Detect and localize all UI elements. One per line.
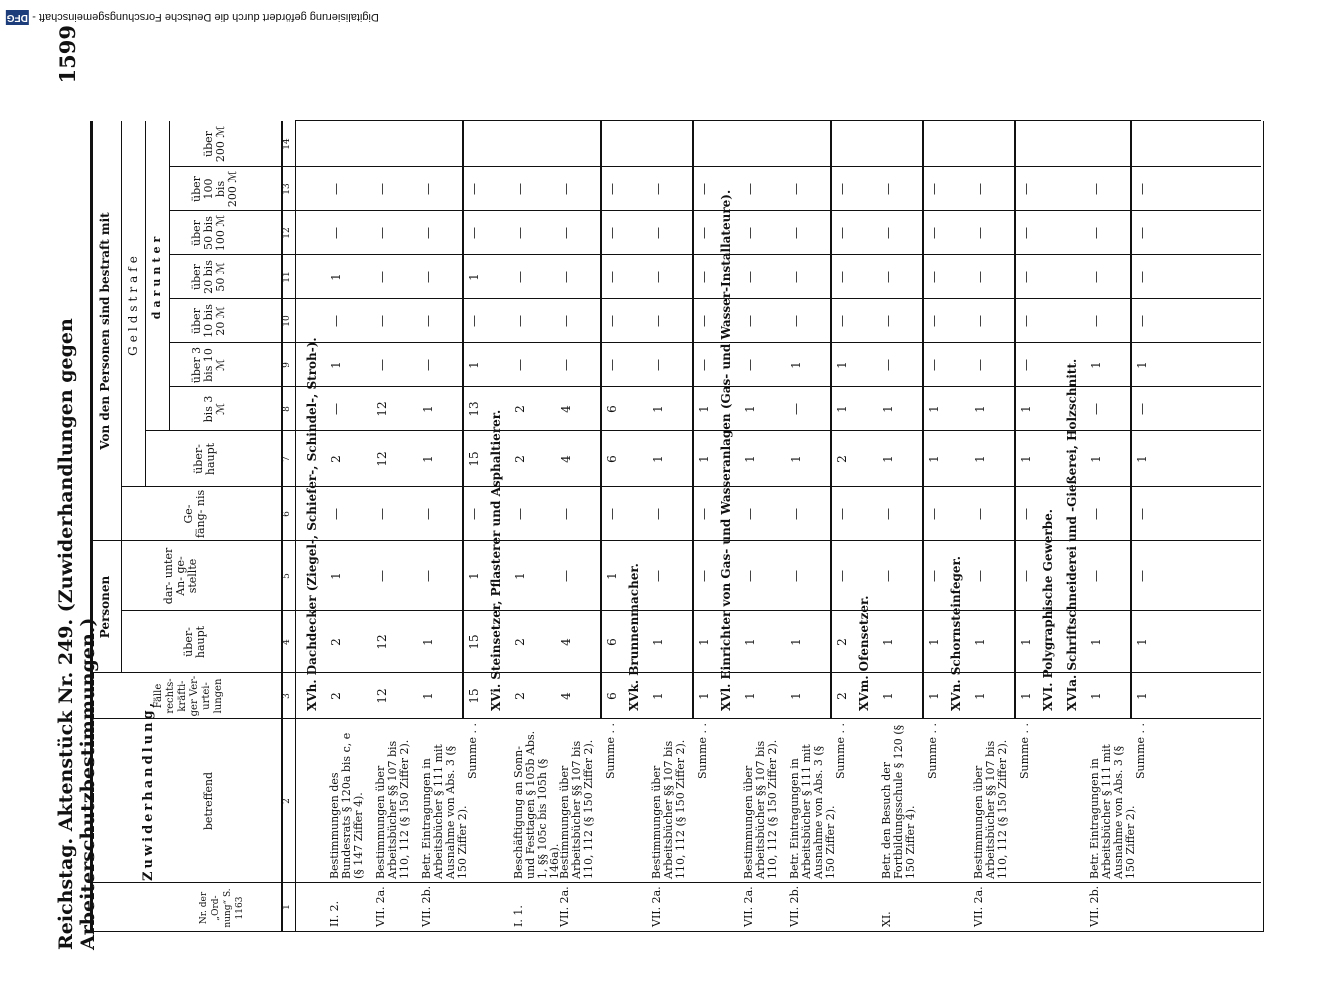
row-description: Betr. Eintragungen in Arbeitsbücher § 111 mit Ausnahme von Abs. 3 (§ 150 Ziffer 2). <box>1088 744 1137 879</box>
table-cell: 1 <box>697 405 711 413</box>
table-cell: — <box>651 183 665 195</box>
section-heading: XVi. Steinsetzer, Pflasterer und Asphaltierer. <box>489 409 503 711</box>
table-cell: — <box>973 183 987 195</box>
section-heading: XVm. Ofensetzer. <box>857 595 871 711</box>
table-cell: — <box>927 315 941 327</box>
table-cell: — <box>835 183 849 195</box>
table-cell: 1 <box>927 455 941 463</box>
colnum: 4 <box>282 639 292 645</box>
column-rule <box>295 386 1261 387</box>
col-b4: über 20 bis 50 ℳ <box>190 260 227 294</box>
table-cell: 6 <box>605 638 619 646</box>
table-cell: — <box>973 508 987 520</box>
colnum: 14 <box>282 138 292 150</box>
section-heading: XVI. Polygraphische Gewerbe. <box>1041 509 1055 711</box>
table-cell: 1 <box>927 692 941 700</box>
table-cell: 1 <box>1089 692 1103 700</box>
table-cell: — <box>1089 570 1103 582</box>
table-cell: 1 <box>743 638 757 646</box>
table-cell: 2 <box>329 692 343 700</box>
column-rule <box>295 430 1261 431</box>
table-cell: 1 <box>1135 692 1149 700</box>
table-cell: — <box>559 271 573 283</box>
table-cell: 1 <box>973 455 987 463</box>
col-b5: über 50 bis 100 ℳ <box>190 214 227 252</box>
colnum: 13 <box>282 183 292 195</box>
table-cell: 1 <box>1135 638 1149 646</box>
table-cell: — <box>1089 508 1103 520</box>
table-cell: 1 <box>697 638 711 646</box>
table-cell: — <box>1089 315 1103 327</box>
table-cell: — <box>651 508 665 520</box>
table-cell: — <box>835 508 849 520</box>
table-cell: 1 <box>1019 692 1033 700</box>
col-geld-ueberhaupt: über- haupt <box>192 442 217 476</box>
table-cell: — <box>651 271 665 283</box>
table-cell: — <box>559 570 573 582</box>
colnum: 1 <box>282 904 292 910</box>
table-cell: 1 <box>421 455 435 463</box>
table-cell: — <box>835 570 849 582</box>
column-rule <box>295 254 1261 255</box>
section-heading: XVh. Dachdecker (Ziegel-, Schiefer-, Schindel-, Stroh-). <box>305 337 319 711</box>
table-cell: 1 <box>973 405 987 413</box>
table-cell: 1 <box>1135 455 1149 463</box>
colnum: 6 <box>282 511 292 517</box>
row-description: Betr. Eintragungen in Arbeitsbücher § 111 mit Ausnahme von Abs. 3 (§ 150 Ziffer 2). <box>788 744 837 879</box>
col-b7: über 200 ℳ <box>202 125 227 163</box>
table-cell: 1 <box>743 405 757 413</box>
table-cell: — <box>559 227 573 239</box>
running-head <box>55 25 99 950</box>
table-cell: — <box>1089 271 1103 283</box>
table-cell: — <box>1019 183 1033 195</box>
table-cell: 1 <box>1089 638 1103 646</box>
table-cell: — <box>973 359 987 371</box>
page-number: 1599 <box>55 25 80 84</box>
col-personen-header: Personen <box>98 575 112 639</box>
colnum: 11 <box>282 271 292 283</box>
table-cell: 1 <box>973 638 987 646</box>
table-cell: — <box>375 570 389 582</box>
table-cell: — <box>743 183 757 195</box>
section-heading: XVIa. Schriftschneiderei und -Gießerei, Holzschnitt. <box>1065 358 1079 711</box>
table-cell: — <box>467 508 481 520</box>
row-number: II. 2. <box>328 900 341 927</box>
table-cell: — <box>513 227 527 239</box>
table-cell: — <box>927 227 941 239</box>
table-cell: — <box>789 508 803 520</box>
table-cell: 1 <box>329 572 343 580</box>
table-cell: 4 <box>559 692 573 700</box>
table-cell: — <box>697 183 711 195</box>
digitization-text: Digitalisierung gefördert durch die Deutsche Forschungsgemeinschaft - <box>32 11 379 23</box>
table-cell: — <box>421 359 435 371</box>
table-cell: 1 <box>697 692 711 700</box>
row-number: I. 1. <box>512 905 525 927</box>
column-rule <box>295 298 1261 299</box>
row-number: VII. 2b. <box>420 885 433 927</box>
table-cell: — <box>651 570 665 582</box>
table-cell: — <box>881 570 895 582</box>
table-cell: 1 <box>329 273 343 281</box>
table-cell: — <box>697 271 711 283</box>
row-description: Beschäftigung an Sonn- und Festtagen § 105b Abs. 1, §§ 105c bis 105h (§ 146a). <box>512 730 561 879</box>
table-cell: — <box>651 315 665 327</box>
table-cell: 12 <box>375 634 389 650</box>
table-cell: — <box>513 183 527 195</box>
digitization-note <box>6 10 379 25</box>
table-cell: 1 <box>881 405 895 413</box>
table-cell: — <box>1135 315 1149 327</box>
col-gefaengnis: Ge- fäng- nis <box>182 489 207 539</box>
table-cell: — <box>605 315 619 327</box>
table-cell: — <box>375 183 389 195</box>
col-b1: bis 3 ℳ <box>202 395 227 423</box>
table-cell: 1 <box>1019 455 1033 463</box>
table-cell: — <box>467 315 481 327</box>
table-cell: — <box>1089 403 1103 415</box>
table-cell: 2 <box>835 692 849 700</box>
column-rule <box>295 120 1261 121</box>
table-cell: — <box>329 403 343 415</box>
table-cell: — <box>973 227 987 239</box>
table-cell: — <box>1019 359 1033 371</box>
table-cell: 1 <box>1019 405 1033 413</box>
table-cell: — <box>697 315 711 327</box>
table-cell: — <box>927 508 941 520</box>
table-cell: — <box>421 183 435 195</box>
row-description: Bestimmungen über Arbeitsbücher §§ 107 bis 110, 112 (§ 150 Ziffer 2). <box>374 739 411 879</box>
table-cell: 13 <box>467 401 481 417</box>
table-cell: — <box>743 271 757 283</box>
col-betreffend-header: betreffend <box>202 771 215 831</box>
table-cell: — <box>881 227 895 239</box>
row-summe: Summe . . <box>696 723 709 779</box>
table-cell: 15 <box>467 634 481 650</box>
column-rule <box>295 882 1261 883</box>
table-cell: — <box>789 403 803 415</box>
table-cell: 1 <box>421 638 435 646</box>
table-cell: — <box>329 508 343 520</box>
table-cell: 2 <box>513 638 527 646</box>
section-heading: XVk. Brunnenmacher. <box>627 563 641 711</box>
row-number: VII. 2a. <box>374 886 387 927</box>
table-cell: — <box>605 271 619 283</box>
col-personen-ueberhaupt: über- haupt <box>182 625 207 659</box>
table-cell: — <box>927 183 941 195</box>
table-cell: 4 <box>559 405 573 413</box>
col-bestraft-header: Von den Personen sind bestraft mit <box>98 212 112 450</box>
table-cell: 1 <box>881 692 895 700</box>
colnum: 2 <box>282 798 292 804</box>
table-cell: 2 <box>329 455 343 463</box>
colnum: 12 <box>282 227 292 239</box>
col-darunter-header: darunter <box>150 232 163 320</box>
table-cell: — <box>789 227 803 239</box>
table-cell: — <box>651 227 665 239</box>
column-numbers <box>281 121 296 931</box>
statistics-table <box>90 121 1264 932</box>
table-cell: 1 <box>973 692 987 700</box>
table-cell: — <box>1135 271 1149 283</box>
table-cell: — <box>421 315 435 327</box>
row-description: Bestimmungen über Arbeitsbücher §§ 107 bis 110, 112 (§ 150 Ziffer 2). <box>558 739 595 879</box>
table-cell: — <box>605 508 619 520</box>
colnum: 9 <box>282 362 292 368</box>
table-cell: — <box>835 315 849 327</box>
table-cell: 1 <box>1089 455 1103 463</box>
row-number: VII. 2a. <box>972 886 985 927</box>
row-summe: Summe . . <box>1134 723 1147 779</box>
table-cell: — <box>329 227 343 239</box>
table-cell: — <box>881 271 895 283</box>
table-cell: — <box>375 315 389 327</box>
row-summe: Summe . . <box>604 723 617 779</box>
table-cell: 1 <box>421 405 435 413</box>
table-cell: — <box>1135 570 1149 582</box>
table-cell: 6 <box>605 405 619 413</box>
table-cell: 15 <box>467 451 481 467</box>
table-cell: — <box>559 315 573 327</box>
table-cell: — <box>1135 183 1149 195</box>
table-cell: — <box>1089 183 1103 195</box>
row-number: VII. 2b. <box>1088 885 1101 927</box>
table-cell: — <box>467 227 481 239</box>
table-cell: — <box>789 570 803 582</box>
section-heading: XVl. Einrichter von Gas- und Wasseranlagen (Gas- und Wasser-Installateure). <box>719 189 733 711</box>
table-cell: 1 <box>467 572 481 580</box>
table-cell: — <box>513 271 527 283</box>
table-cell: — <box>605 227 619 239</box>
table-cell: 1 <box>1019 638 1033 646</box>
table-cell: 4 <box>559 455 573 463</box>
row-summe: Summe . . <box>834 723 847 779</box>
table-cell: 1 <box>467 361 481 369</box>
table-cell: — <box>973 315 987 327</box>
running-head-title: Reichstag. Aktenstück Nr. 249. (Zuwiderhandlungen gegen Arbeiterschutzbestimmungen.) <box>55 318 99 950</box>
row-summe: Summe . . <box>926 723 939 779</box>
table-cell: 1 <box>789 361 803 369</box>
table-cell: — <box>651 359 665 371</box>
table-cell: — <box>513 315 527 327</box>
col-b6: über 100 bis 200 ℳ <box>190 170 239 208</box>
column-rule <box>295 610 1261 611</box>
table-cell: 6 <box>605 692 619 700</box>
colnum: 8 <box>282 406 292 412</box>
table-cell: — <box>421 508 435 520</box>
table-cell: — <box>559 508 573 520</box>
table-cell: 1 <box>743 692 757 700</box>
table-cell: 1 <box>1135 361 1149 369</box>
table-cell: 1 <box>789 455 803 463</box>
table-cell: 1 <box>1089 361 1103 369</box>
column-rule <box>295 166 1261 167</box>
table-cell: 1 <box>651 692 665 700</box>
table-cell: 2 <box>513 692 527 700</box>
table-cell: — <box>513 359 527 371</box>
table-cell: — <box>375 227 389 239</box>
col-b2: über 3 bis 10 ℳ <box>190 346 227 384</box>
section-heading: XVn. Schornsteinfeger. <box>949 556 963 711</box>
table-cell: — <box>973 271 987 283</box>
column-rule <box>295 718 1261 719</box>
table-cell: 1 <box>651 455 665 463</box>
table-cell: — <box>881 359 895 371</box>
table-cell: — <box>1019 271 1033 283</box>
row-number: XI. <box>880 911 893 927</box>
table-cell: — <box>375 271 389 283</box>
table-cell: — <box>513 508 527 520</box>
table-cell: — <box>927 271 941 283</box>
column-rule <box>295 540 1261 541</box>
table-cell: 1 <box>789 638 803 646</box>
table-cell: 1 <box>835 361 849 369</box>
table-cell: — <box>927 359 941 371</box>
column-rule <box>295 486 1261 487</box>
table-cell: 2 <box>835 455 849 463</box>
table-cell: — <box>329 315 343 327</box>
table-cell: 1 <box>927 638 941 646</box>
table-cell: — <box>789 183 803 195</box>
col-nr-header: Nr. der „Ord- nung“ S. 1163 <box>199 888 245 928</box>
table-cell: — <box>605 359 619 371</box>
table-cell: — <box>559 359 573 371</box>
table-cell: 12 <box>375 451 389 467</box>
row-summe: Summe . . <box>466 723 479 779</box>
colnum: 3 <box>282 693 292 699</box>
table-cell: 1 <box>605 572 619 580</box>
table-cell: — <box>1019 508 1033 520</box>
row-number: VII. 2b. <box>788 885 801 927</box>
table-cell: — <box>605 183 619 195</box>
table-cell: 2 <box>513 455 527 463</box>
col-zuwider-header: Zuwiderhandlung, <box>141 699 156 881</box>
table-cell: — <box>375 508 389 520</box>
table-cell: 1 <box>421 692 435 700</box>
table-cell: 15 <box>467 688 481 704</box>
column-rule <box>295 342 1261 343</box>
column-rule <box>295 672 1261 673</box>
table-cell: — <box>835 227 849 239</box>
table-cell: — <box>743 508 757 520</box>
colnum: 10 <box>282 315 292 327</box>
table-cell: — <box>789 271 803 283</box>
table-cell: — <box>697 570 711 582</box>
row-number: VII. 2a. <box>650 886 663 927</box>
column-rule <box>295 210 1261 211</box>
table-cell: — <box>881 183 895 195</box>
row-summe: Summe . . <box>1018 723 1031 779</box>
table-cell: — <box>743 315 757 327</box>
table-cell: 1 <box>881 455 895 463</box>
table-cell: — <box>881 508 895 520</box>
row-description: Bestimmungen über Arbeitsbücher §§ 107 bis 110, 112 (§ 150 Ziffer 2). <box>972 739 1009 879</box>
table-cell: — <box>1019 227 1033 239</box>
table-cell: — <box>467 183 481 195</box>
table-cell: — <box>421 570 435 582</box>
row-description: Bestimmungen des Bundesrats § 120a bis c, e (§ 147 Ziffer 4). <box>328 732 365 879</box>
row-description: Betr. Eintragungen in Arbeitsbücher § 111 mit Ausnahme von Abs. 3 (§ 150 Ziffer 2). <box>420 744 469 879</box>
table-cell: 1 <box>789 692 803 700</box>
table-cell: 12 <box>375 688 389 704</box>
col-personen-angestellte: dar- unter An- ge- stellte <box>162 547 199 605</box>
row-number: VII. 2a. <box>742 886 755 927</box>
table-cell: 12 <box>375 401 389 417</box>
table-cell: — <box>375 359 389 371</box>
table-cell: — <box>743 359 757 371</box>
table-cell: 1 <box>881 638 895 646</box>
table-cell: — <box>789 315 803 327</box>
table-cell: — <box>1135 227 1149 239</box>
table-cell: — <box>927 570 941 582</box>
table-cell: — <box>1089 227 1103 239</box>
table-cell: 6 <box>605 455 619 463</box>
table-cell: — <box>743 570 757 582</box>
row-description: Bestimmungen über Arbeitsbücher §§ 107 bis 110, 112 (§ 150 Ziffer 2). <box>742 739 779 879</box>
table-cell: — <box>697 508 711 520</box>
table-cell: 1 <box>651 638 665 646</box>
table-cell: — <box>559 183 573 195</box>
table-cell: 2 <box>513 405 527 413</box>
table-cell: 1 <box>927 405 941 413</box>
table-cell: — <box>743 227 757 239</box>
table-cell: 1 <box>697 455 711 463</box>
table-cell: — <box>1135 403 1149 415</box>
table-cell: — <box>697 227 711 239</box>
row-number: VII. 2a. <box>558 886 571 927</box>
table-cell: — <box>881 315 895 327</box>
col-b3: über 10 bis 20 ℳ <box>190 304 227 338</box>
table-cell: — <box>973 570 987 582</box>
table-cell: — <box>1019 315 1033 327</box>
col-geldstrafe-header: Geldstrafe <box>126 252 140 356</box>
table-cell: — <box>1135 508 1149 520</box>
table-cell: — <box>329 183 343 195</box>
table-cell: 2 <box>835 638 849 646</box>
table-cell: 1 <box>651 405 665 413</box>
table-cell: — <box>421 271 435 283</box>
colnum: 7 <box>282 456 292 462</box>
table-cell: 1 <box>467 273 481 281</box>
dfg-logo: DFG <box>7 12 29 23</box>
table-cell: 4 <box>559 638 573 646</box>
row-description: Bestimmungen über Arbeitsbücher §§ 107 bis 110, 112 (§ 150 Ziffer 2). <box>650 739 687 879</box>
table-cell: — <box>835 271 849 283</box>
colnum: 5 <box>282 573 292 579</box>
table-cell: — <box>697 359 711 371</box>
table-cell: 1 <box>743 455 757 463</box>
table-cell: — <box>1019 570 1033 582</box>
table-cell: — <box>421 227 435 239</box>
table-cell: 1 <box>513 572 527 580</box>
table-cell: 2 <box>329 638 343 646</box>
table-cell: 1 <box>329 361 343 369</box>
table-header <box>93 121 283 931</box>
table-cell: 1 <box>835 405 849 413</box>
row-description: Betr. den Besuch der Fortbildungsschule § 120 (§ 150 Ziffer 4). <box>880 724 917 879</box>
col-faelle-header: Fälle rechts- kräfti- ger Ver- urtei- lungen <box>153 675 224 717</box>
